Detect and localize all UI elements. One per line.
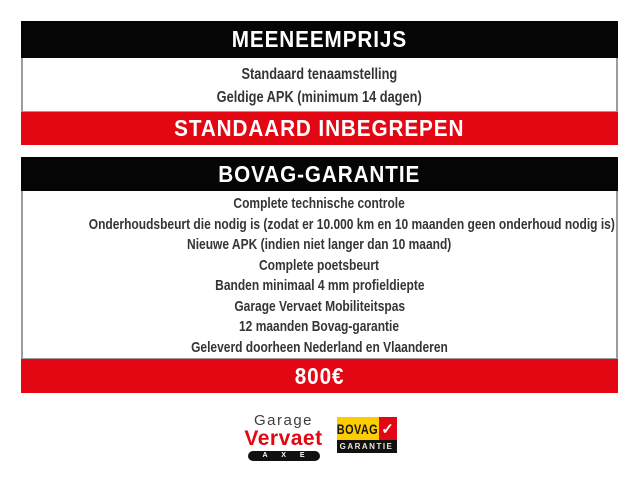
checkmark-icon: ✓ — [379, 417, 397, 440]
warranty-item: Onderhoudsbeurt die nodig is (zodat er 10.000 km en 10 maanden geen onderhoud nodig is) — [88, 215, 615, 233]
price-block-content — [21, 58, 618, 112]
price-block-footer-bar — [21, 112, 618, 145]
warranty-item: Complete technische controle — [233, 195, 406, 212]
price-item: Geldige APK (minimum 14 dagen) — [216, 89, 423, 106]
bovag-garantie-logo — [337, 417, 397, 453]
warranty-item: Garage Vervaet Mobiliteitspas — [234, 297, 405, 315]
bovag-logo-top — [337, 417, 397, 440]
price-block-footer-label: STANDAARD INBEGREPEN — [174, 115, 465, 141]
warranty-item: Nieuwe APK (indien niet langer dan 10 maand) — [187, 236, 452, 253]
garage-vervaet-logo — [244, 410, 324, 469]
warranty-block-header-bar — [21, 157, 618, 191]
warranty-item: Banden minimaal 4 mm profieldiepte — [214, 277, 425, 294]
price-item: Standaard tenaamstelling — [241, 66, 398, 83]
warranty-block-title: BOVAG-GARANTIE — [218, 160, 421, 187]
warranty-item: Complete poetsbeurt — [259, 256, 380, 274]
price-block — [21, 21, 618, 145]
info-board — [21, 21, 618, 393]
warranty-item: 12 maanden Bovag-garantie — [239, 318, 400, 335]
warranty-block-content — [21, 191, 618, 359]
bovag-logo-sub: GARANTIE — [337, 440, 397, 453]
bovag-logo-name: BOVAG — [337, 417, 379, 440]
price-bar — [21, 359, 618, 393]
price-value: 800€ — [294, 362, 345, 389]
footer-logos — [0, 410, 640, 469]
garage-vervaet-logo-line2: Vervaet — [244, 427, 323, 450]
price-block-title: MEENEEMPRIJS — [231, 26, 408, 52]
warranty-item: Geleverd doorheen Nederland en Vlaanderen — [191, 338, 448, 356]
garage-vervaet-axel-badge: A X E L — [248, 451, 320, 461]
garage-vervaet-logo-line1: Garage — [253, 412, 314, 429]
block-separator — [21, 145, 618, 157]
warranty-block — [21, 157, 618, 393]
price-block-header-bar — [21, 21, 618, 58]
